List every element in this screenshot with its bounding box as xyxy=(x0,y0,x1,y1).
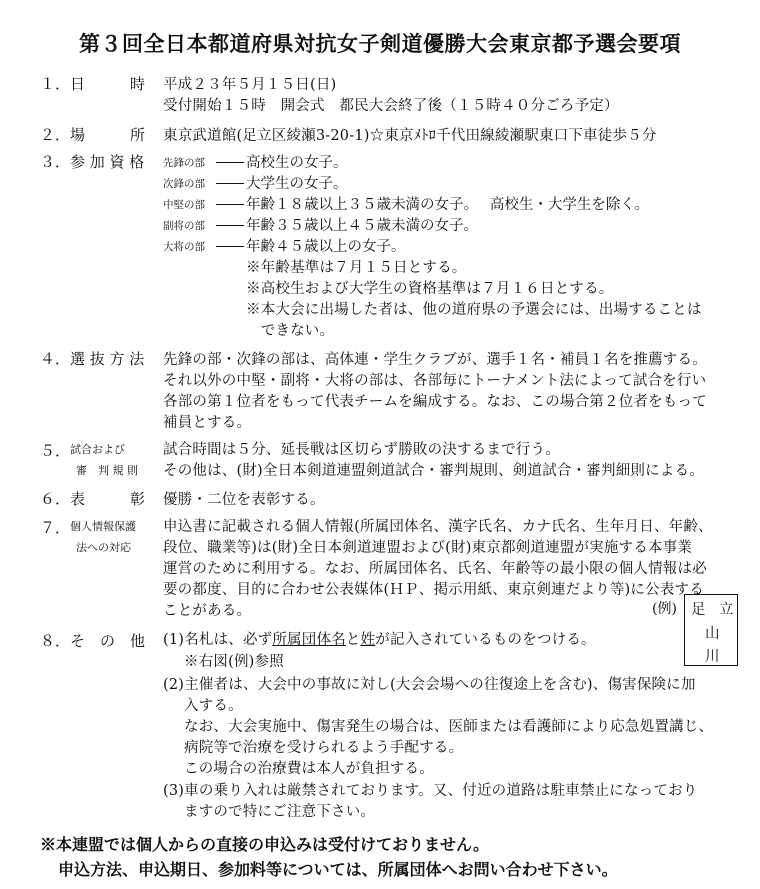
other-item-3: ますので特にご注意下さい。 xyxy=(184,804,376,820)
role-name: 次鋒の部 xyxy=(163,178,205,190)
section-number: ５． xyxy=(40,442,71,460)
section-number: ２． xyxy=(40,126,71,144)
section-number: ４． xyxy=(40,350,71,368)
section-number: ３． xyxy=(40,153,71,171)
notice-line: ※本連盟では個人からの直接の申込みは受付けておりません。 xyxy=(40,835,489,854)
example-char: 立 xyxy=(719,602,734,618)
section-number: ８． xyxy=(40,632,71,650)
other-item-3: (3)車の乗り入れは厳禁されております。又、付近の道路は駐車禁止になっており xyxy=(163,783,698,799)
privacy-line: 申込書に記載される個人情報(所属団体名、漢字氏名、カナ氏名、生年月日、年齢、 xyxy=(163,519,713,535)
awards-line: 優勝・二位を表彰する。 xyxy=(163,492,325,508)
section-label-rules: 試合および xyxy=(70,443,125,456)
section-number: ６． xyxy=(40,490,71,508)
section-label-rules: 審 判 規 則 xyxy=(76,464,138,477)
other-item-1: (1)名札は、必ず所属団体名と姓が記入されているものをつける。 xyxy=(163,632,596,648)
role-name: 副将の部 xyxy=(163,220,205,232)
role-description: 年齢３５歳以上４５歳未満の女子。 xyxy=(246,218,478,234)
example-label: (例) xyxy=(652,601,677,617)
notice-line: 申込方法、申込期日、参加料等については、所属団体へお問い合わせ下さい。 xyxy=(58,860,618,879)
dash-line xyxy=(216,162,244,163)
document-title: 第３回全日本都道府県対抗女子剣道優勝大会東京都予選会要項 xyxy=(79,31,681,56)
example-char: 足 xyxy=(691,602,706,618)
venue-line: 東京武道館(足立区綾瀬3-20-1)☆東京ﾒﾄﾛ千代田線綾瀬駅東口下車徒歩５分 xyxy=(163,128,657,144)
rules-line: 試合時間は５分、延長戦は区切らず勝敗の決するまで行う。 xyxy=(163,442,560,458)
other-item-2: 入する。 xyxy=(184,698,243,714)
privacy-line: 要の都度、目的に合わせ公表媒体(ＨＰ、掲示用紙、東京剣連だより等)に公表する xyxy=(163,582,704,598)
example-char: 山 xyxy=(705,626,720,642)
section-label-datetime: 日 時 xyxy=(70,75,146,93)
role-description: 年齢４５歳以上の女子。 xyxy=(246,239,406,255)
example-char: 川 xyxy=(705,649,720,665)
selection-line: 各部の第１位者をもって代表チームを編成する。なお、この場合第２位者をもって xyxy=(163,394,707,410)
role-name: 先鋒の部 xyxy=(163,157,205,169)
privacy-line: ことがある。 xyxy=(163,603,252,619)
section-label-eligibility: 参 加 資 格 xyxy=(70,153,145,171)
selection-line: 補員とする。 xyxy=(163,415,252,431)
section-label-venue: 場 所 xyxy=(70,126,146,144)
selection-line: 先鋒の部・次鋒の部は、高体連・学生クラブが、選手１名・補員１名を推薦する。 xyxy=(163,352,707,368)
eligibility-note: できない。 xyxy=(246,323,335,339)
section-number: ７． xyxy=(40,519,71,537)
datetime-line: 平成２３年５月１５日(日) xyxy=(163,77,337,93)
other-item-1-note: ※右図(例)参照 xyxy=(184,654,284,670)
other-item-2: なお、大会実施中、傷害発生の場合は、医師または看護師により応急処置講じ、 xyxy=(184,719,714,735)
example-name-tag xyxy=(684,594,738,666)
role-name: 大将の部 xyxy=(163,241,205,253)
section-label-awards: 表 彰 xyxy=(70,490,146,508)
role-description: 大学生の女子。 xyxy=(246,176,348,192)
dash-line xyxy=(216,246,244,247)
selection-line: それ以外の中堅・副将・大将の部は、各部毎にトーナメント法によって試合を行い xyxy=(163,373,707,389)
other-item-2: この場合の治療費は本人が負担する。 xyxy=(184,761,434,777)
eligibility-note: ※年齢基準は７月１５日とする。 xyxy=(246,260,467,276)
role-description: 年齢１８歳以上３５歳未満の女子。 高校生・大学生を除く。 xyxy=(246,197,650,213)
section-label-other: そ の 他 xyxy=(70,632,146,650)
privacy-line: 運営のために利用する。なお、所属団体名、氏名、年齢等の最小限の個人情報は必 xyxy=(163,561,707,577)
other-item-2: (2)主催者は、大会中の事故に対し(大会会場への往復途上を含む)、傷害保険に加 xyxy=(163,677,696,693)
other-item-2: 病院等で治療を受けられるよう手配する。 xyxy=(184,740,464,756)
section-label-selection: 選 抜 方 法 xyxy=(70,350,145,368)
section-label-privacy: 個人情報保護 xyxy=(70,520,136,533)
role-name: 中堅の部 xyxy=(163,199,205,211)
eligibility-note: ※高校生および大学生の資格基準は７月１６日とする。 xyxy=(246,281,614,297)
role-description: 高校生の女子。 xyxy=(246,155,348,171)
dash-line xyxy=(216,204,244,205)
underlined-surname: 姓 xyxy=(360,632,376,648)
dash-line xyxy=(216,183,244,184)
datetime-line: 受付開始１５時 開会式 都民大会終了後（１５時４０分ごろ予定） xyxy=(163,98,619,114)
section-label-privacy: 法への対応 xyxy=(76,541,131,554)
underlined-team-name: 所属団体名 xyxy=(272,632,346,648)
eligibility-note: ※本大会に出場した者は、他の道府県の予選会には、出場することは xyxy=(246,302,702,318)
privacy-line: 段位、職業等)は(財)全日本剣道連盟および(財)東京都剣道連盟が実施する本事業 xyxy=(163,540,693,556)
rules-line: その他は、(財)全日本剣道連盟剣道試合・審判規則、剣道試合・審判細則による。 xyxy=(163,463,704,479)
section-number: １． xyxy=(40,75,71,93)
dash-line xyxy=(216,225,244,226)
